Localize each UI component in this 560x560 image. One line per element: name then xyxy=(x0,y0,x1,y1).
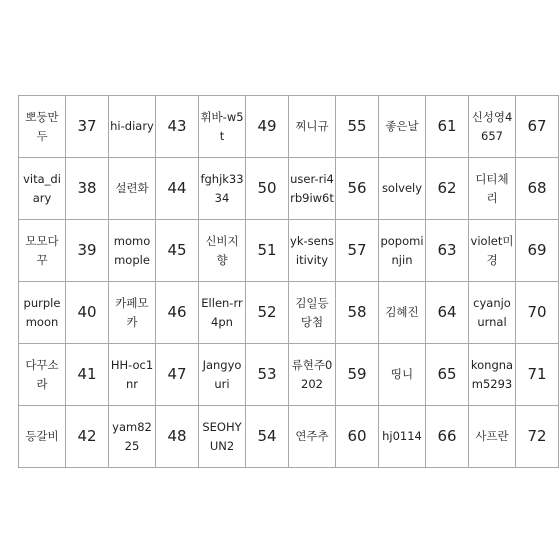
participant-name: 찌니규 xyxy=(289,96,336,158)
participant-name: hi-diary xyxy=(109,96,156,158)
participant-number: 47 xyxy=(156,344,199,406)
participant-name: 휘바-w5t xyxy=(199,96,246,158)
participant-name: yam8225 xyxy=(109,406,156,468)
table-row xyxy=(19,220,559,282)
table-row xyxy=(19,344,559,406)
participant-number: 53 xyxy=(246,344,289,406)
participant-number: 43 xyxy=(156,96,199,158)
table-row xyxy=(19,282,559,344)
table-row xyxy=(19,406,559,468)
participant-name: 김혜진 xyxy=(379,282,426,344)
participant-name: 모모다꾸 xyxy=(19,220,66,282)
participant-name: popominjin xyxy=(379,220,426,282)
participant-name: 디티체리 xyxy=(469,158,516,220)
participant-name: yk-sensitivity xyxy=(289,220,336,282)
participant-name: fghjk3334 xyxy=(199,158,246,220)
participant-number: 66 xyxy=(426,406,469,468)
participant-number: 52 xyxy=(246,282,289,344)
participant-name: momomople xyxy=(109,220,156,282)
participant-name: HH-oc1nr xyxy=(109,344,156,406)
participant-number: 41 xyxy=(66,344,109,406)
participant-name: 신비지향 xyxy=(199,220,246,282)
participant-number: 42 xyxy=(66,406,109,468)
participant-number: 44 xyxy=(156,158,199,220)
participant-name: cyanjournal xyxy=(469,282,516,344)
participant-name: SEOHYUN2 xyxy=(199,406,246,468)
participant-name: 김일등당첨 xyxy=(289,282,336,344)
table-row xyxy=(19,158,559,220)
participant-number: 72 xyxy=(516,406,559,468)
participant-name: kongnam5293 xyxy=(469,344,516,406)
participant-number: 55 xyxy=(336,96,379,158)
participant-name: vita_diary xyxy=(19,158,66,220)
participant-name: 신성영4657 xyxy=(469,96,516,158)
participant-number: 54 xyxy=(246,406,289,468)
participant-name: 사프란 xyxy=(469,406,516,468)
participant-number: 63 xyxy=(426,220,469,282)
participant-name: solvely xyxy=(379,158,426,220)
participant-name: 띵니 xyxy=(379,344,426,406)
table-row xyxy=(19,96,559,158)
participant-number: 51 xyxy=(246,220,289,282)
participant-number: 68 xyxy=(516,158,559,220)
participant-name: 등갈비 xyxy=(19,406,66,468)
participant-name: 뽀둥만두 xyxy=(19,96,66,158)
participant-number: 67 xyxy=(516,96,559,158)
participant-table xyxy=(18,95,559,468)
participant-number: 60 xyxy=(336,406,379,468)
participant-name: 다꾸소라 xyxy=(19,344,66,406)
participant-number: 50 xyxy=(246,158,289,220)
participant-number: 65 xyxy=(426,344,469,406)
participant-number: 59 xyxy=(336,344,379,406)
participant-number: 58 xyxy=(336,282,379,344)
participant-number: 38 xyxy=(66,158,109,220)
participant-number: 56 xyxy=(336,158,379,220)
participant-number: 45 xyxy=(156,220,199,282)
participant-number: 46 xyxy=(156,282,199,344)
participant-number: 70 xyxy=(516,282,559,344)
participant-number: 48 xyxy=(156,406,199,468)
participant-name: purplemoon xyxy=(19,282,66,344)
participant-name: 좋은날 xyxy=(379,96,426,158)
participant-number: 49 xyxy=(246,96,289,158)
participant-number: 62 xyxy=(426,158,469,220)
participant-number: 61 xyxy=(426,96,469,158)
participant-number: 57 xyxy=(336,220,379,282)
participant-number: 64 xyxy=(426,282,469,344)
participant-name: 연주추 xyxy=(289,406,336,468)
participant-number: 71 xyxy=(516,344,559,406)
participant-name: Jangyouri xyxy=(199,344,246,406)
participant-number: 40 xyxy=(66,282,109,344)
participant-number: 37 xyxy=(66,96,109,158)
participant-name: violet미경 xyxy=(469,220,516,282)
participant-name: 카페모카 xyxy=(109,282,156,344)
participant-number: 69 xyxy=(516,220,559,282)
participant-name: 설련화 xyxy=(109,158,156,220)
participant-name: hj0114 xyxy=(379,406,426,468)
participant-name: 류현주0202 xyxy=(289,344,336,406)
participant-name: user-ri4rb9iw6t xyxy=(289,158,336,220)
participant-name: Ellen-rr4pn xyxy=(199,282,246,344)
participant-number: 39 xyxy=(66,220,109,282)
